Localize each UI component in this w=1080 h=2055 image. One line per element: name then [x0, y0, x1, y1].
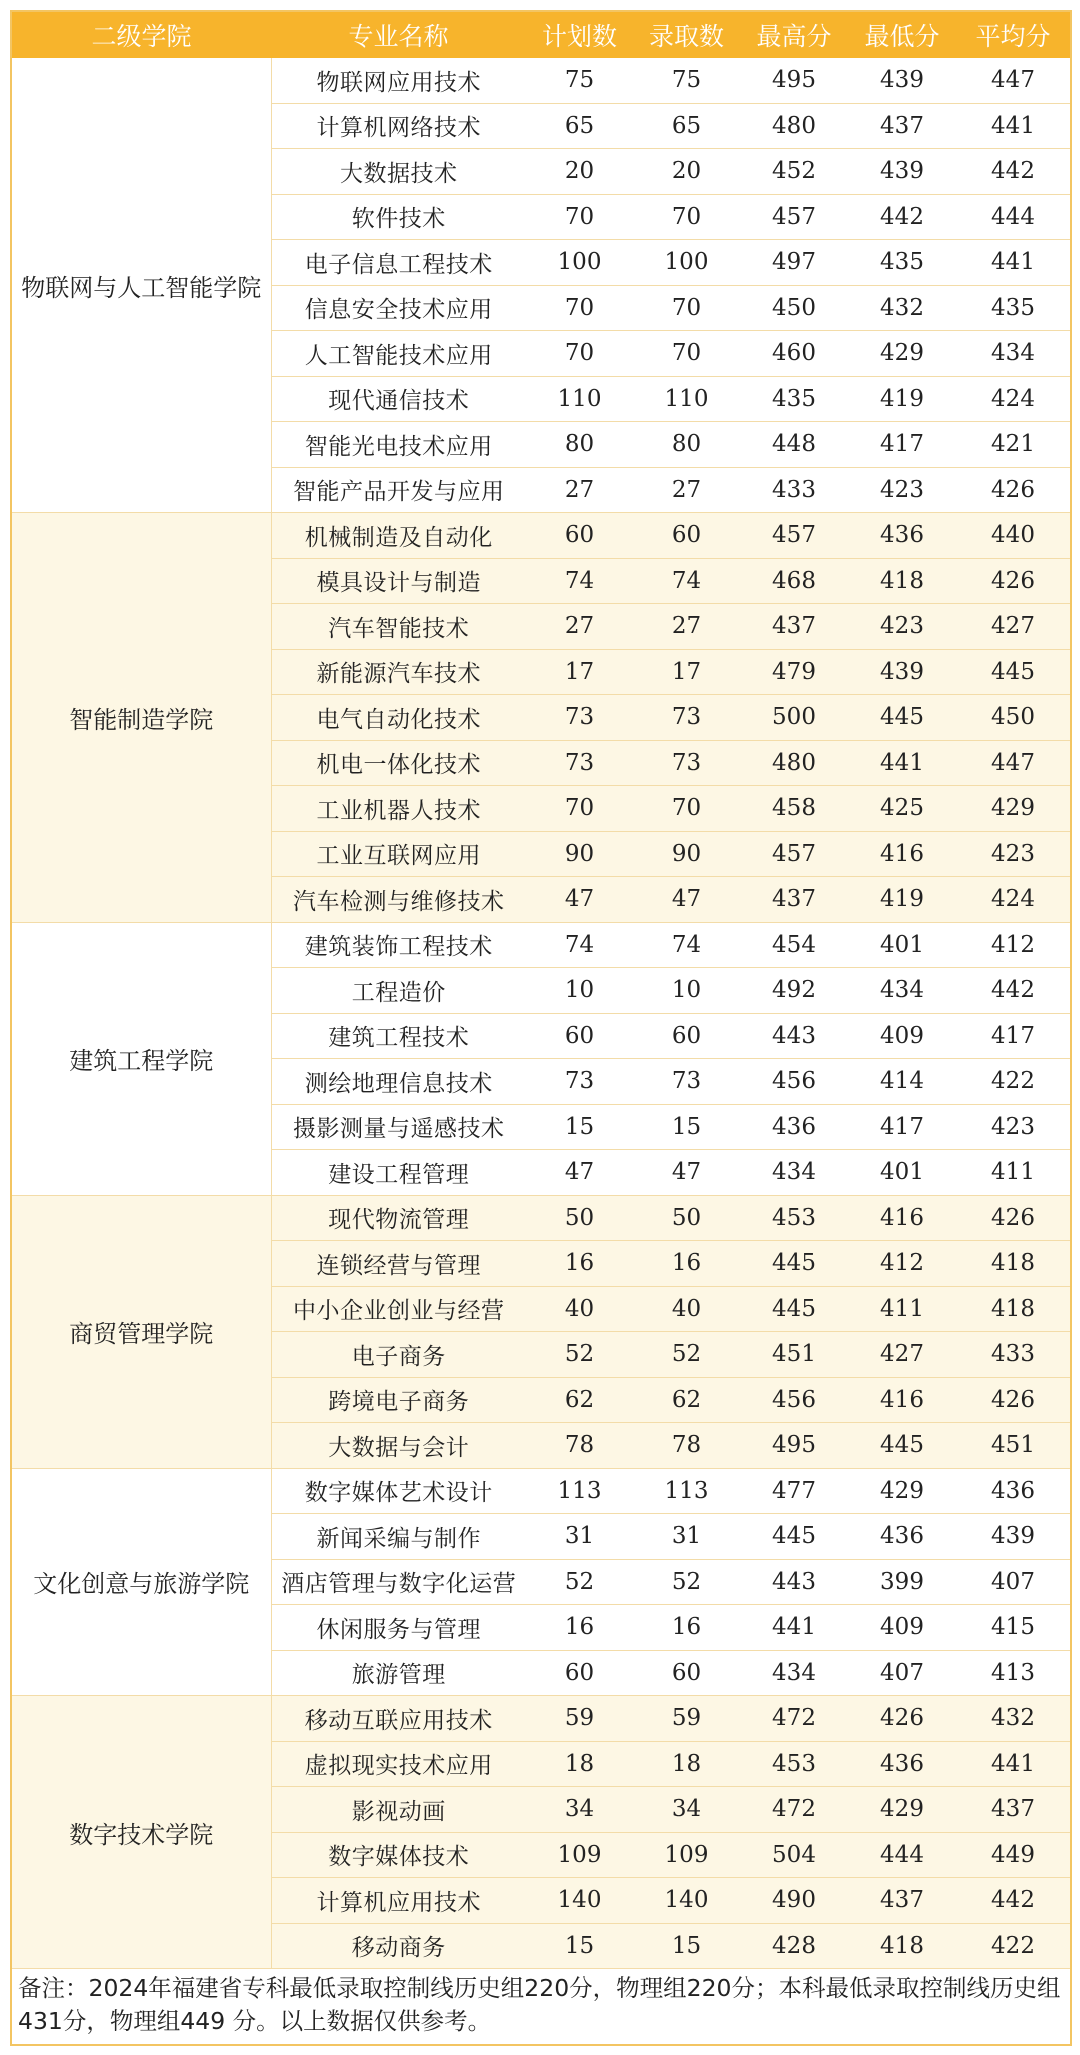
major-cell: 虚拟现实技术应用 — [271, 1741, 526, 1787]
major-cell: 智能产品开发与应用 — [271, 467, 526, 513]
major-cell: 测绘地理信息技术 — [271, 1059, 526, 1105]
header-major: 专业名称 — [271, 12, 526, 58]
max-score-cell: 443 — [740, 1559, 848, 1605]
plan-cell: 31 — [526, 1514, 633, 1560]
max-score-cell: 477 — [740, 1468, 848, 1514]
admitted-cell: 70 — [633, 194, 740, 240]
max-score-cell: 457 — [740, 194, 848, 240]
avg-score-cell: 423 — [956, 1104, 1070, 1150]
max-score-cell: 453 — [740, 1741, 848, 1787]
footnote: 备注：2024年福建省专科最低录取控制线历史组220分，物理组220分；本科最低录取控制线历史组 431分，物理组449 分。以上数据仅供参考。 — [18, 1974, 1061, 2035]
plan-cell: 17 — [526, 649, 633, 695]
min-score-cell: 411 — [848, 1286, 956, 1332]
admitted-cell: 17 — [633, 649, 740, 695]
min-score-cell: 439 — [848, 649, 956, 695]
admission-table — [12, 12, 1070, 1969]
avg-score-cell: 426 — [956, 467, 1070, 513]
plan-cell: 18 — [526, 1741, 633, 1787]
major-cell: 计算机网络技术 — [271, 103, 526, 149]
max-score-cell: 428 — [740, 1923, 848, 1969]
max-score-cell: 452 — [740, 149, 848, 195]
avg-score-cell: 412 — [956, 922, 1070, 968]
header-college: 二级学院 — [12, 12, 271, 58]
admitted-cell: 27 — [633, 467, 740, 513]
plan-cell: 90 — [526, 831, 633, 877]
admitted-cell: 31 — [633, 1514, 740, 1560]
admitted-cell: 73 — [633, 740, 740, 786]
plan-cell: 27 — [526, 467, 633, 513]
major-cell: 建筑工程技术 — [271, 1013, 526, 1059]
header-plan: 计划数 — [526, 12, 633, 58]
college-name: 数字技术学院 — [12, 1696, 271, 1969]
max-score-cell: 479 — [740, 649, 848, 695]
min-score-cell: 435 — [848, 240, 956, 286]
min-score-cell: 416 — [848, 1377, 956, 1423]
admitted-cell: 113 — [633, 1468, 740, 1514]
avg-score-cell: 427 — [956, 604, 1070, 650]
major-cell: 信息安全技术应用 — [271, 285, 526, 331]
major-cell: 新闻采编与制作 — [271, 1514, 526, 1560]
avg-score-cell: 442 — [956, 1878, 1070, 1924]
avg-score-cell: 424 — [956, 376, 1070, 422]
major-cell: 智能光电技术应用 — [271, 422, 526, 468]
min-score-cell: 436 — [848, 1741, 956, 1787]
max-score-cell: 457 — [740, 513, 848, 559]
min-score-cell: 416 — [848, 1195, 956, 1241]
max-score-cell: 490 — [740, 1878, 848, 1924]
min-score-cell: 418 — [848, 558, 956, 604]
plan-cell: 70 — [526, 331, 633, 377]
avg-score-cell: 436 — [956, 1468, 1070, 1514]
min-score-cell: 407 — [848, 1650, 956, 1696]
max-score-cell: 492 — [740, 968, 848, 1014]
table-body — [12, 58, 1070, 1969]
max-score-cell: 436 — [740, 1104, 848, 1150]
admitted-cell: 59 — [633, 1696, 740, 1742]
major-cell: 现代物流管理 — [271, 1195, 526, 1241]
admitted-cell: 15 — [633, 1923, 740, 1969]
min-score-cell: 426 — [848, 1696, 956, 1742]
college-name: 文化创意与旅游学院 — [12, 1468, 271, 1696]
max-score-cell: 500 — [740, 695, 848, 741]
major-cell: 计算机应用技术 — [271, 1878, 526, 1924]
min-score-cell: 409 — [848, 1605, 956, 1651]
admitted-cell: 50 — [633, 1195, 740, 1241]
min-score-cell: 442 — [848, 194, 956, 240]
table-row — [12, 1696, 1070, 1742]
plan-cell: 16 — [526, 1605, 633, 1651]
avg-score-cell: 447 — [956, 740, 1070, 786]
college-name: 建筑工程学院 — [12, 922, 271, 1195]
plan-cell: 60 — [526, 513, 633, 559]
plan-cell: 80 — [526, 422, 633, 468]
admitted-cell: 73 — [633, 1059, 740, 1105]
admitted-cell: 140 — [633, 1878, 740, 1924]
admitted-cell: 109 — [633, 1832, 740, 1878]
avg-score-cell: 421 — [956, 422, 1070, 468]
admitted-cell: 70 — [633, 331, 740, 377]
avg-score-cell: 413 — [956, 1650, 1070, 1696]
admission-table-container — [10, 10, 1072, 2046]
major-cell: 大数据与会计 — [271, 1423, 526, 1469]
min-score-cell: 439 — [848, 149, 956, 195]
min-score-cell: 423 — [848, 467, 956, 513]
plan-cell: 70 — [526, 194, 633, 240]
major-cell: 工程造价 — [271, 968, 526, 1014]
plan-cell: 15 — [526, 1923, 633, 1969]
admitted-cell: 34 — [633, 1787, 740, 1833]
avg-score-cell: 407 — [956, 1559, 1070, 1605]
max-score-cell: 472 — [740, 1696, 848, 1742]
admitted-cell: 80 — [633, 422, 740, 468]
min-score-cell: 429 — [848, 1787, 956, 1833]
plan-cell: 52 — [526, 1332, 633, 1378]
avg-score-cell: 418 — [956, 1286, 1070, 1332]
min-score-cell: 414 — [848, 1059, 956, 1105]
major-cell: 休闲服务与管理 — [271, 1605, 526, 1651]
min-score-cell: 423 — [848, 604, 956, 650]
max-score-cell: 460 — [740, 331, 848, 377]
plan-cell: 47 — [526, 1150, 633, 1196]
max-score-cell: 434 — [740, 1650, 848, 1696]
min-score-cell: 417 — [848, 1104, 956, 1150]
admitted-cell: 18 — [633, 1741, 740, 1787]
admitted-cell: 100 — [633, 240, 740, 286]
major-cell: 数字媒体艺术设计 — [271, 1468, 526, 1514]
major-cell: 中小企业创业与经营 — [271, 1286, 526, 1332]
max-score-cell: 495 — [740, 58, 848, 103]
major-cell: 大数据技术 — [271, 149, 526, 195]
plan-cell: 34 — [526, 1787, 633, 1833]
plan-cell: 62 — [526, 1377, 633, 1423]
header-avg-score: 平均分 — [956, 12, 1070, 58]
min-score-cell: 416 — [848, 831, 956, 877]
avg-score-cell: 437 — [956, 1787, 1070, 1833]
major-cell: 建设工程管理 — [271, 1150, 526, 1196]
max-score-cell: 480 — [740, 103, 848, 149]
max-score-cell: 468 — [740, 558, 848, 604]
avg-score-cell: 441 — [956, 240, 1070, 286]
admitted-cell: 70 — [633, 285, 740, 331]
major-cell: 影视动画 — [271, 1787, 526, 1833]
admitted-cell: 20 — [633, 149, 740, 195]
admitted-cell: 110 — [633, 376, 740, 422]
header-admitted: 录取数 — [633, 12, 740, 58]
plan-cell: 74 — [526, 558, 633, 604]
min-score-cell: 436 — [848, 513, 956, 559]
min-score-cell: 401 — [848, 1150, 956, 1196]
max-score-cell: 434 — [740, 1150, 848, 1196]
max-score-cell: 435 — [740, 376, 848, 422]
max-score-cell: 497 — [740, 240, 848, 286]
min-score-cell: 401 — [848, 922, 956, 968]
avg-score-cell: 447 — [956, 58, 1070, 103]
min-score-cell: 444 — [848, 1832, 956, 1878]
major-cell: 工业机器人技术 — [271, 786, 526, 832]
plan-cell: 100 — [526, 240, 633, 286]
major-cell: 电子信息工程技术 — [271, 240, 526, 286]
major-cell: 酒店管理与数字化运营 — [271, 1559, 526, 1605]
admitted-cell: 15 — [633, 1104, 740, 1150]
max-score-cell: 456 — [740, 1377, 848, 1423]
plan-cell: 73 — [526, 740, 633, 786]
admitted-cell: 62 — [633, 1377, 740, 1423]
plan-cell: 60 — [526, 1650, 633, 1696]
min-score-cell: 427 — [848, 1332, 956, 1378]
max-score-cell: 450 — [740, 285, 848, 331]
major-cell: 汽车检测与维修技术 — [271, 877, 526, 923]
admitted-cell: 47 — [633, 1150, 740, 1196]
plan-cell: 70 — [526, 786, 633, 832]
avg-score-cell: 429 — [956, 786, 1070, 832]
min-score-cell: 437 — [848, 103, 956, 149]
max-score-cell: 448 — [740, 422, 848, 468]
max-score-cell: 504 — [740, 1832, 848, 1878]
major-cell: 物联网应用技术 — [271, 58, 526, 103]
min-score-cell: 429 — [848, 331, 956, 377]
major-cell: 旅游管理 — [271, 1650, 526, 1696]
admitted-cell: 74 — [633, 558, 740, 604]
college-name: 智能制造学院 — [12, 513, 271, 923]
min-score-cell: 429 — [848, 1468, 956, 1514]
min-score-cell: 399 — [848, 1559, 956, 1605]
major-cell: 模具设计与制造 — [271, 558, 526, 604]
plan-cell: 70 — [526, 285, 633, 331]
avg-score-cell: 426 — [956, 1377, 1070, 1423]
admitted-cell: 47 — [633, 877, 740, 923]
min-score-cell: 445 — [848, 1423, 956, 1469]
plan-cell: 47 — [526, 877, 633, 923]
min-score-cell: 417 — [848, 422, 956, 468]
plan-cell: 59 — [526, 1696, 633, 1742]
max-score-cell: 456 — [740, 1059, 848, 1105]
avg-score-cell: 445 — [956, 649, 1070, 695]
admitted-cell: 78 — [633, 1423, 740, 1469]
table-row — [12, 1468, 1070, 1514]
plan-cell: 109 — [526, 1832, 633, 1878]
min-score-cell: 436 — [848, 1514, 956, 1560]
admitted-cell: 10 — [633, 968, 740, 1014]
max-score-cell: 495 — [740, 1423, 848, 1469]
avg-score-cell: 411 — [956, 1150, 1070, 1196]
table-row — [12, 58, 1070, 103]
major-cell: 机电一体化技术 — [271, 740, 526, 786]
plan-cell: 140 — [526, 1878, 633, 1924]
avg-score-cell: 441 — [956, 103, 1070, 149]
max-score-cell: 433 — [740, 467, 848, 513]
plan-cell: 10 — [526, 968, 633, 1014]
max-score-cell: 437 — [740, 604, 848, 650]
min-score-cell: 437 — [848, 1878, 956, 1924]
major-cell: 建筑装饰工程技术 — [271, 922, 526, 968]
header-min-score: 最低分 — [848, 12, 956, 58]
admitted-cell: 16 — [633, 1241, 740, 1287]
max-score-cell: 472 — [740, 1787, 848, 1833]
plan-cell: 78 — [526, 1423, 633, 1469]
plan-cell: 27 — [526, 604, 633, 650]
major-cell: 机械制造及自动化 — [271, 513, 526, 559]
admitted-cell: 73 — [633, 695, 740, 741]
admitted-cell: 52 — [633, 1559, 740, 1605]
max-score-cell: 457 — [740, 831, 848, 877]
admitted-cell: 65 — [633, 103, 740, 149]
major-cell: 汽车智能技术 — [271, 604, 526, 650]
min-score-cell: 419 — [848, 376, 956, 422]
avg-score-cell: 418 — [956, 1241, 1070, 1287]
admitted-cell: 60 — [633, 1650, 740, 1696]
major-cell: 现代通信技术 — [271, 376, 526, 422]
avg-score-cell: 439 — [956, 1514, 1070, 1560]
table-row — [12, 1195, 1070, 1241]
avg-score-cell: 449 — [956, 1832, 1070, 1878]
major-cell: 连锁经营与管理 — [271, 1241, 526, 1287]
max-score-cell: 445 — [740, 1514, 848, 1560]
max-score-cell: 451 — [740, 1332, 848, 1378]
avg-score-cell: 440 — [956, 513, 1070, 559]
table-row — [12, 922, 1070, 968]
min-score-cell: 434 — [848, 968, 956, 1014]
admitted-cell: 60 — [633, 513, 740, 559]
plan-cell: 74 — [526, 922, 633, 968]
avg-score-cell: 426 — [956, 558, 1070, 604]
admitted-cell: 60 — [633, 1013, 740, 1059]
avg-score-cell: 422 — [956, 1059, 1070, 1105]
avg-score-cell: 434 — [956, 331, 1070, 377]
major-cell: 人工智能技术应用 — [271, 331, 526, 377]
max-score-cell: 441 — [740, 1605, 848, 1651]
min-score-cell: 412 — [848, 1241, 956, 1287]
plan-cell: 75 — [526, 58, 633, 103]
min-score-cell: 432 — [848, 285, 956, 331]
admitted-cell: 74 — [633, 922, 740, 968]
max-score-cell: 458 — [740, 786, 848, 832]
major-cell: 工业互联网应用 — [271, 831, 526, 877]
max-score-cell: 445 — [740, 1241, 848, 1287]
plan-cell: 73 — [526, 1059, 633, 1105]
max-score-cell: 437 — [740, 877, 848, 923]
college-name: 商贸管理学院 — [12, 1195, 271, 1468]
min-score-cell: 409 — [848, 1013, 956, 1059]
admitted-cell: 40 — [633, 1286, 740, 1332]
plan-cell: 60 — [526, 1013, 633, 1059]
admitted-cell: 70 — [633, 786, 740, 832]
max-score-cell: 443 — [740, 1013, 848, 1059]
plan-cell: 50 — [526, 1195, 633, 1241]
avg-score-cell: 450 — [956, 695, 1070, 741]
min-score-cell: 419 — [848, 877, 956, 923]
min-score-cell: 418 — [848, 1923, 956, 1969]
college-name: 物联网与人工智能学院 — [12, 58, 271, 513]
admitted-cell: 90 — [633, 831, 740, 877]
admitted-cell: 75 — [633, 58, 740, 103]
avg-score-cell: 435 — [956, 285, 1070, 331]
admitted-cell: 16 — [633, 1605, 740, 1651]
avg-score-cell: 451 — [956, 1423, 1070, 1469]
max-score-cell: 445 — [740, 1286, 848, 1332]
avg-score-cell: 422 — [956, 1923, 1070, 1969]
min-score-cell: 425 — [848, 786, 956, 832]
major-cell: 软件技术 — [271, 194, 526, 240]
plan-cell: 52 — [526, 1559, 633, 1605]
admitted-cell: 52 — [633, 1332, 740, 1378]
major-cell: 新能源汽车技术 — [271, 649, 526, 695]
plan-cell: 20 — [526, 149, 633, 195]
avg-score-cell: 426 — [956, 1195, 1070, 1241]
min-score-cell: 441 — [848, 740, 956, 786]
min-score-cell: 445 — [848, 695, 956, 741]
max-score-cell: 454 — [740, 922, 848, 968]
plan-cell: 40 — [526, 1286, 633, 1332]
plan-cell: 73 — [526, 695, 633, 741]
major-cell: 跨境电子商务 — [271, 1377, 526, 1423]
plan-cell: 65 — [526, 103, 633, 149]
table-header-row — [12, 12, 1070, 58]
admitted-cell: 27 — [633, 604, 740, 650]
avg-score-cell: 433 — [956, 1332, 1070, 1378]
avg-score-cell: 442 — [956, 968, 1070, 1014]
header-max-score: 最高分 — [740, 12, 848, 58]
max-score-cell: 480 — [740, 740, 848, 786]
plan-cell: 16 — [526, 1241, 633, 1287]
plan-cell: 113 — [526, 1468, 633, 1514]
avg-score-cell: 441 — [956, 1741, 1070, 1787]
min-score-cell: 439 — [848, 58, 956, 103]
avg-score-cell: 415 — [956, 1605, 1070, 1651]
plan-cell: 110 — [526, 376, 633, 422]
major-cell: 电气自动化技术 — [271, 695, 526, 741]
avg-score-cell: 417 — [956, 1013, 1070, 1059]
avg-score-cell: 432 — [956, 1696, 1070, 1742]
major-cell: 数字媒体技术 — [271, 1832, 526, 1878]
major-cell: 移动互联应用技术 — [271, 1696, 526, 1742]
max-score-cell: 453 — [740, 1195, 848, 1241]
major-cell: 摄影测量与遥感技术 — [271, 1104, 526, 1150]
avg-score-cell: 424 — [956, 877, 1070, 923]
plan-cell: 15 — [526, 1104, 633, 1150]
avg-score-cell: 444 — [956, 194, 1070, 240]
major-cell: 移动商务 — [271, 1923, 526, 1969]
avg-score-cell: 423 — [956, 831, 1070, 877]
avg-score-cell: 442 — [956, 149, 1070, 195]
table-row — [12, 513, 1070, 559]
major-cell: 电子商务 — [271, 1332, 526, 1378]
